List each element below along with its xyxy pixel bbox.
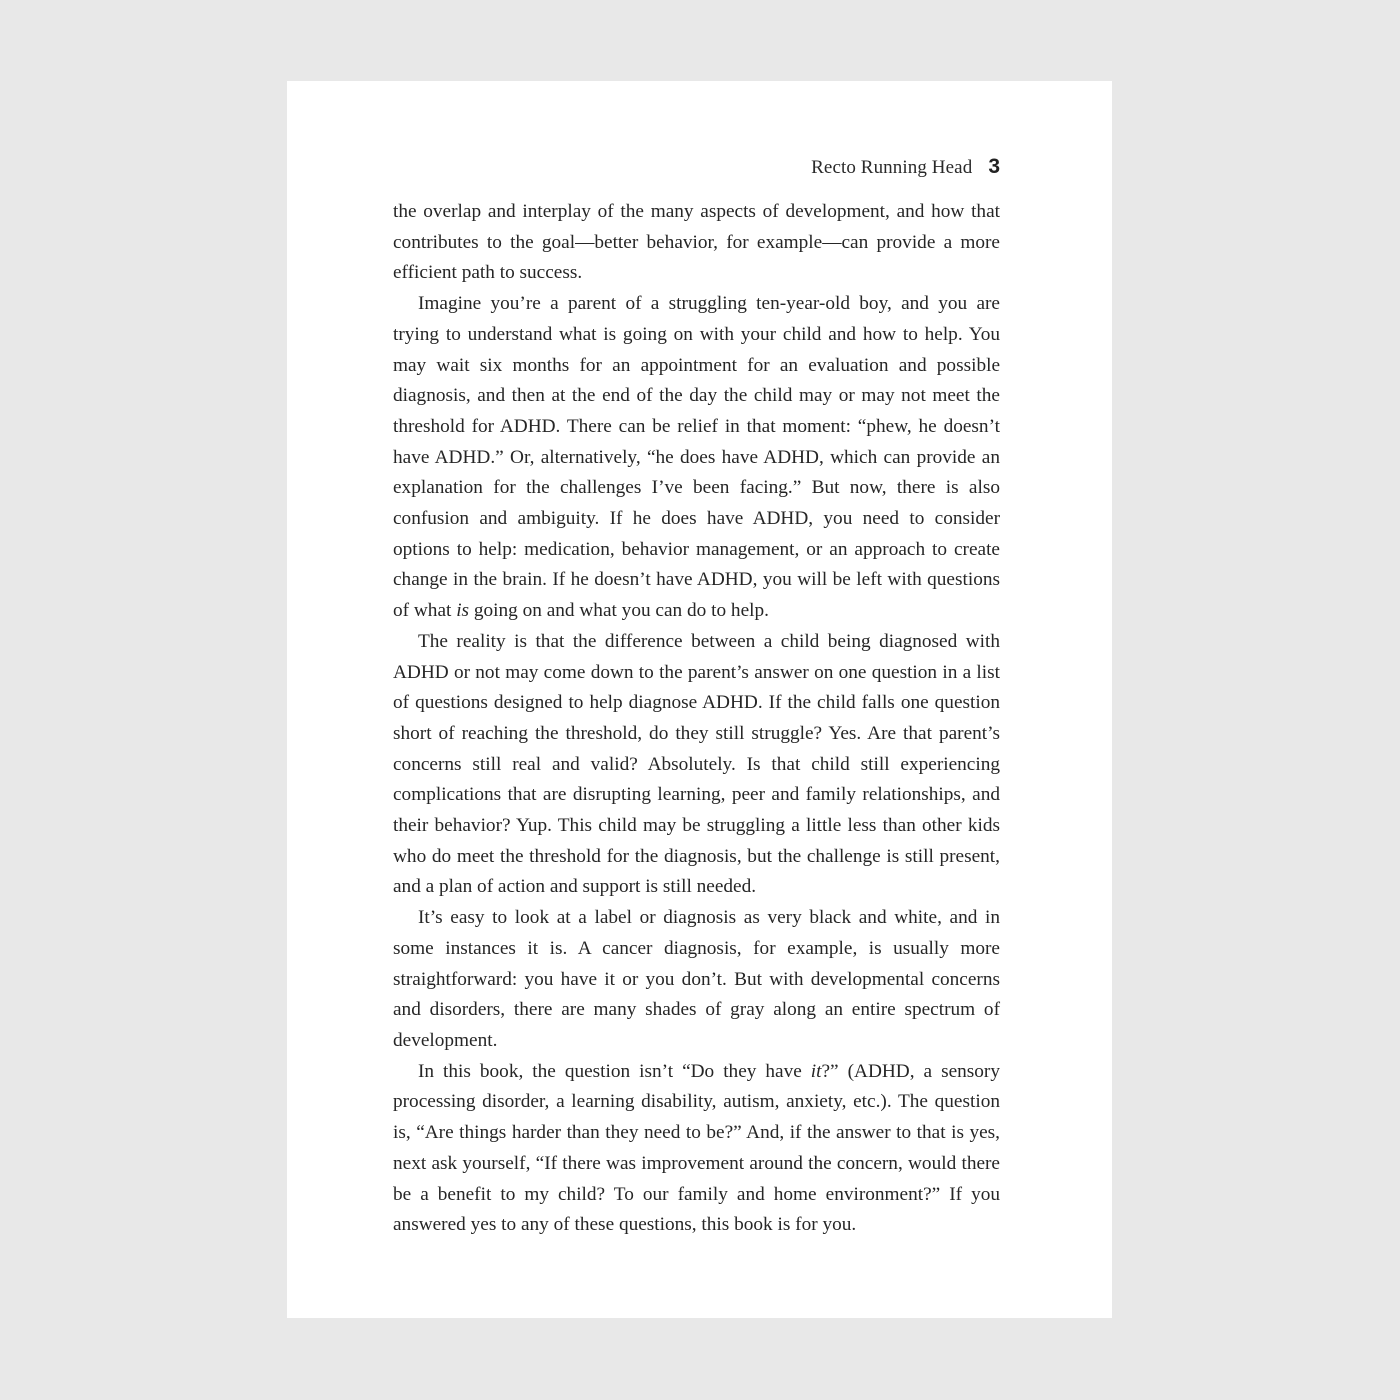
paragraph-4: It’s easy to look at a label or diagnosis as very black and white, and in some instances it is. A cancer diagnosis, for example, is usually more straightforward: you have it or you don’t. But with developmental concerns and disorders, there are many shades of gray along an entire spectrum of development. [393, 907, 1000, 1051]
paragraph-5-emphasis: it [810, 1060, 822, 1082]
paragraph-3: The reality is that the difference between a child being diagnosed with ADHD or not may come down to the parent’s answer on one question in a list of questions designed to help diagnose ADHD. If the child falls one question short of reaching the threshold, do they still struggle? Yes. Are that parent’s concerns still real and valid? Absolutely. Is that child still experiencing complications that are disrupting learning, peer and family relationships, and their behavior? Yup. This child may be struggling a little less than other kids who do meet the threshold for the diagnosis, but the challenge is still present, and a plan of action and support is still needed. [393, 630, 1000, 898]
running-head-title: Recto Running Head [811, 157, 973, 178]
page-number: 3 [988, 155, 1000, 178]
paragraph-5-text-b: ?” (ADHD, a sensory processing disorder, a learning disability, autism, anxiety, etc.). The question is, “Are things harder than they need to be?” And, if the answer to that is yes, next ask yourself, “If there was improvement around the concern, would there be a benefit to my child? To our family and home environment?” If you answered yes to any of these questions, this book is for you. [393, 1060, 1000, 1236]
paragraph-2-emphasis: is [456, 600, 470, 622]
running-head [393, 153, 1000, 182]
paragraph-2-text-b: going on and what you can do to help. [469, 600, 769, 622]
paragraph-1: the overlap and interplay of the many aspects of development, and how that contributes to the goal—better behavior, for example—can provide a more efficient path to success. [393, 201, 1000, 284]
paragraph-5 [393, 1057, 1000, 1241]
paragraph-2-text-a: Imagine you’re a parent of a struggling ten-year-old boy, and you are trying to understand what is going on with your child and how to help. You may wait six months for an appointment for an evaluation and possible diagnosis, and then at the end of the day the child may or may not meet the threshold for ADHD. There can be relief in that moment: “phew, he doesn’t have ADHD.” Or, alternatively, “he does have ADHD, which can provide an explanation for the challenges I’ve been facing.” But now, there is also confusion and ambiguity. If he does have ADHD, you need to consider options to help: medication, behavior management, or an approach to create change in the brain. If he doesn’t have ADHD, you will be left with questions of what [393, 293, 1000, 622]
paragraph-5-text-a: In this book, the question isn’t “Do they have [418, 1060, 811, 1082]
body-text [393, 197, 1000, 1241]
book-page [287, 81, 1112, 1318]
paragraph-2 [393, 289, 1000, 627]
